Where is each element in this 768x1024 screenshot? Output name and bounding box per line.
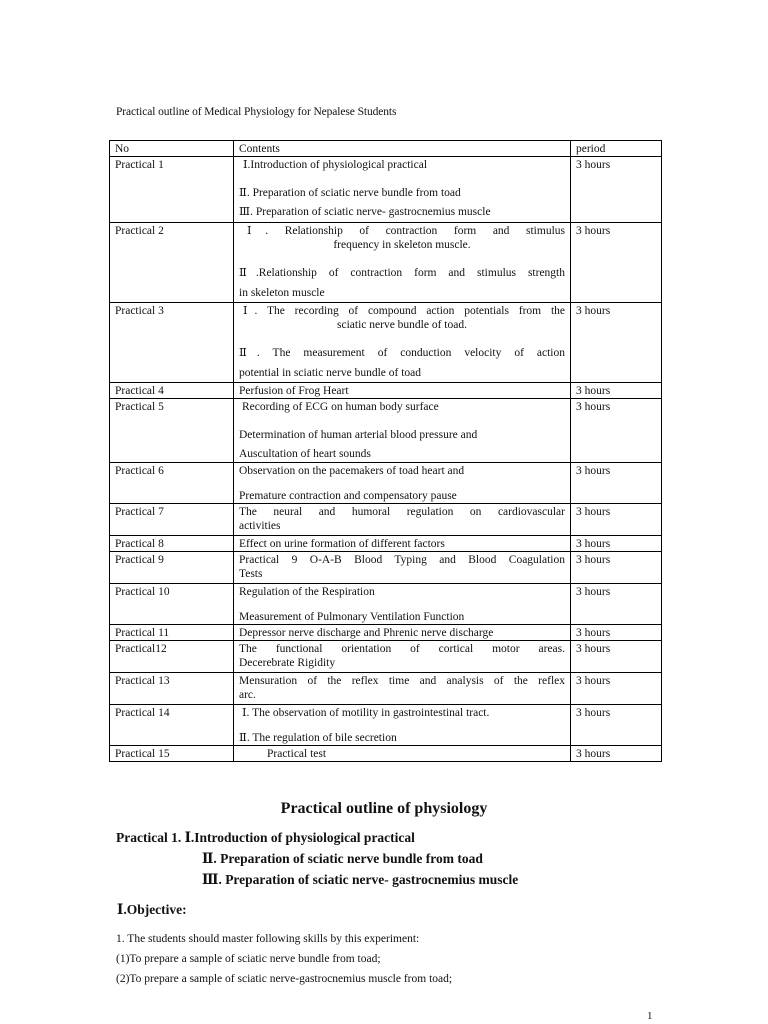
row-contents: Regulation of the Respiration Measurement of Pulmonary Ventilation Function (234, 584, 571, 625)
row-contents: Ⅰ. Relationship of contraction form and stimulus frequency in skeleton muscle. Ⅱ.Relationship of contraction form and stimulus strength in skeleton muscle (234, 223, 571, 303)
row-no: Practical 8 (110, 536, 234, 552)
table-row (110, 641, 662, 673)
row-contents: Recording of ECG on human body surface Determination of human arterial blood pressure and Auscultation of heart sounds (234, 399, 571, 463)
row-no: Practical 13 (110, 673, 234, 705)
practical-outline-table (109, 140, 662, 762)
row-period: 3 hours (571, 399, 662, 463)
row-period: 3 hours (571, 584, 662, 625)
row-no: Practical 5 (110, 399, 234, 463)
row-no: Practical 1 (110, 157, 234, 223)
table-row (110, 463, 662, 504)
row-period: 3 hours (571, 463, 662, 504)
table-row (110, 303, 662, 383)
row-period: 3 hours (571, 223, 662, 303)
row-contents: Practical 9 O-A-B Blood Typing and Blood Coagulation Tests (234, 552, 571, 584)
row-period: 3 hours (571, 746, 662, 762)
table-row (110, 399, 662, 463)
table-row (110, 625, 662, 641)
row-no: Practical 7 (110, 504, 234, 536)
practical1-title-line2: Ⅱ. Preparation of sciatic nerve bundle from toad (202, 851, 483, 866)
body-line: 1. The students should master following skills by this experiment: (116, 933, 420, 945)
row-contents: Observation on the pacemakers of toad heart and Premature contraction and compensatory pause (234, 463, 571, 504)
practical1-title-line1: Practical 1. Ⅰ.Introduction of physiological practical (116, 830, 415, 845)
row-no: Practical 14 (110, 705, 234, 746)
table-row (110, 536, 662, 552)
table-caption: Practical outline of Medical Physiology for Nepalese Students (116, 106, 397, 118)
row-period: 3 hours (571, 641, 662, 673)
row-no: Practical 2 (110, 223, 234, 303)
row-no: Practical 10 (110, 584, 234, 625)
row-contents: Effect on urine formation of different factors (234, 536, 571, 552)
row-no: Practical 3 (110, 303, 234, 383)
table-row (110, 223, 662, 303)
row-contents: The neural and humoral regulation on cardiovascular activities (234, 504, 571, 536)
row-period: 3 hours (571, 705, 662, 746)
row-period: 3 hours (571, 625, 662, 641)
objective-heading: Ⅰ.Objective: (117, 902, 187, 917)
row-period: 3 hours (571, 673, 662, 705)
row-period: 3 hours (571, 504, 662, 536)
row-contents: Ⅰ. The observation of motility in gastrointestinal tract. Ⅱ. The regulation of bile secretion (234, 705, 571, 746)
table-row (110, 383, 662, 399)
row-contents: Ⅰ. The recording of compound action potentials from the sciatic nerve bundle of toad. Ⅱ. The measurement of conduction velocity of action potential in sciatic nerve bundle of toad (234, 303, 571, 383)
table-row (110, 584, 662, 625)
row-period: 3 hours (571, 157, 662, 223)
row-contents: Practical test (234, 746, 571, 762)
header-contents: Contents (234, 141, 571, 157)
row-contents: Perfusion of Frog Heart (234, 383, 571, 399)
row-contents: Mensuration of the reflex time and analysis of the reflex arc. (234, 673, 571, 705)
row-period: 3 hours (571, 552, 662, 584)
body-line: (1)To prepare a sample of sciatic nerve bundle from toad; (116, 953, 381, 965)
header-period: period (571, 141, 662, 157)
row-contents: Ⅰ.Introduction of physiological practical Ⅱ. Preparation of sciatic nerve bundle from toad Ⅲ. Preparation of sciatic nerve- gastrocnemius muscle (234, 157, 571, 223)
row-no: Practical 6 (110, 463, 234, 504)
row-no: Practical12 (110, 641, 234, 673)
row-contents: Depressor nerve discharge and Phrenic nerve discharge (234, 625, 571, 641)
page-number: 1 (647, 1010, 653, 1022)
table-row (110, 157, 662, 223)
table-row (110, 552, 662, 584)
header-no: No (110, 141, 234, 157)
body-line: (2)To prepare a sample of sciatic nerve-gastrocnemius muscle from toad; (116, 973, 453, 985)
section-heading: Practical outline of physiology (280, 800, 488, 817)
practical1-title-line3: Ⅲ. Preparation of sciatic nerve- gastrocnemius muscle (202, 872, 519, 887)
row-no: Practical 9 (110, 552, 234, 584)
row-contents: The functional orientation of cortical motor areas. Decerebrate Rigidity (234, 641, 571, 673)
row-no: Practical 11 (110, 625, 234, 641)
row-period: 3 hours (571, 536, 662, 552)
row-no: Practical 15 (110, 746, 234, 762)
row-no: Practical 4 (110, 383, 234, 399)
table-row (110, 504, 662, 536)
table-header-row (110, 141, 662, 157)
table-row (110, 673, 662, 705)
row-period: 3 hours (571, 303, 662, 383)
table-row (110, 705, 662, 746)
table-row (110, 746, 662, 762)
row-period: 3 hours (571, 383, 662, 399)
